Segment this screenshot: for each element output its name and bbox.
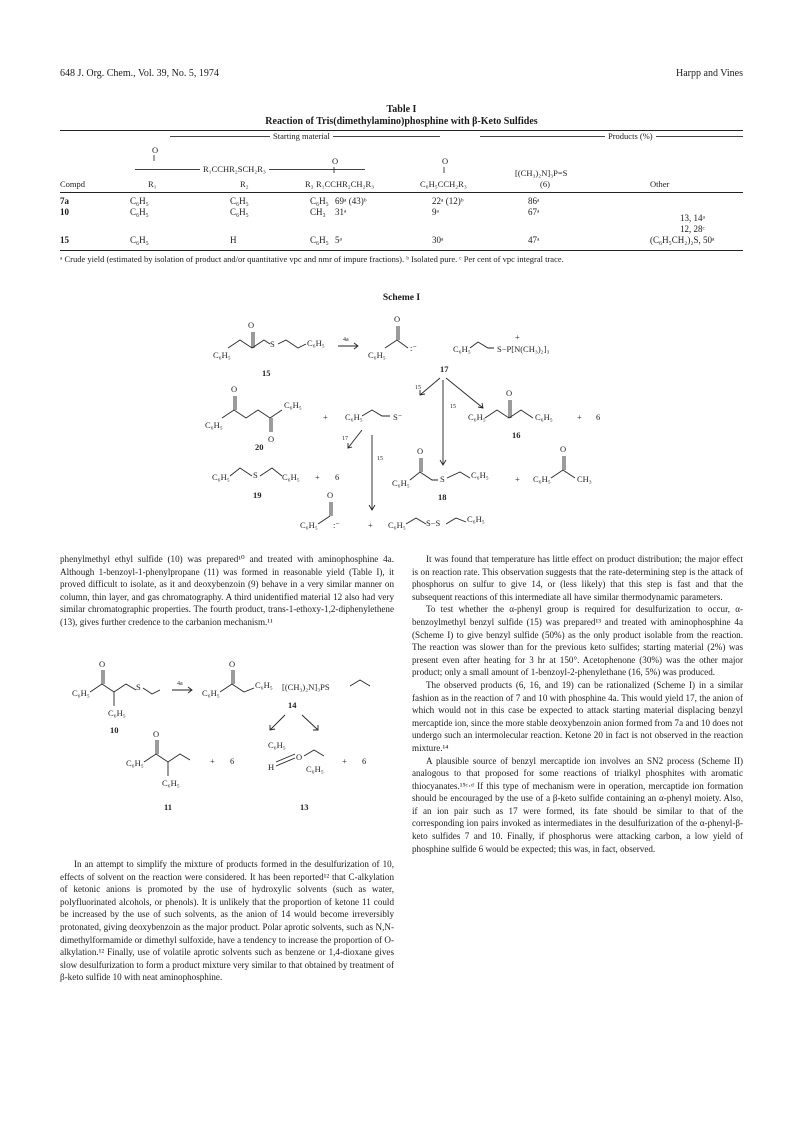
ion-14: [(CH₃)₂N]₃PS bbox=[282, 682, 330, 692]
table-cell: (C₆H₅CH₂)₂S, 50ᵃ bbox=[650, 235, 715, 245]
group-ph: C₆H₅ bbox=[126, 758, 144, 768]
col-r2: R₂ bbox=[240, 179, 249, 189]
compound-label-11: 11 bbox=[164, 802, 173, 812]
atom-o: O bbox=[248, 320, 255, 330]
compound-label-17: 17 bbox=[440, 364, 449, 374]
table-header: Starting material Products (%) O ‖ R₁CCHR₂SCH₂R₃ O ‖ O ‖ Compd R₁ R₂ R₃ R₁CCHR₂CH₂R₃ C₆H₅CCH₂R₃ [(CH₃)₂N]₃P=S (6) Other bbox=[60, 136, 743, 196]
group-ph: C₆H₅ bbox=[535, 412, 553, 422]
svg-text:S−S: S−S bbox=[426, 518, 441, 528]
group-ph: C₆H₅ bbox=[205, 420, 223, 430]
compound-label-14: 14 bbox=[288, 700, 297, 710]
paragraph: phenylmethyl ethyl sulfide (10) was prepared¹⁰ and treated with aminophosphine 4a. Although 1-benzoyl-1-phenylpropane (11) was formed in reasonable yield (Table I), it proved difficult to isolate, as it and deoxybenzoin (9) behave in a very similar manner on column, thin layer, and gas chromatography. A third unidentified material 12 also had very similar chromatographic properties. The fourth product, trans-1-ethoxy-1,2-diphenylethene (13), gives further credence to the carbanion mechanism.¹¹ bbox=[60, 554, 394, 627]
left-column-bottom bbox=[60, 858, 394, 984]
atom-h: H bbox=[268, 762, 275, 772]
table-cell: 15 bbox=[60, 235, 69, 245]
table-label: Table I bbox=[386, 104, 417, 115]
atom-s: S bbox=[253, 470, 258, 480]
group-ph: C₆H₅ bbox=[533, 474, 551, 484]
group-ph: C₆H₅ bbox=[212, 472, 230, 482]
table-title: Reaction of Tris(dimethylamino)phosphine with β-Keto Sulfides bbox=[265, 116, 538, 127]
group-starting: Starting material bbox=[270, 131, 333, 141]
table-cell: 10 bbox=[60, 207, 69, 217]
atom-o: O bbox=[417, 446, 424, 456]
group-products: Products (%) bbox=[605, 131, 656, 141]
paragraph: A plausible source of benzyl mercaptide ion involves an SN2 process (Scheme II) analogous to that proposed for some reactions of trialkyl phosphites with aromatic thiocyanates.¹⁵ᶜ·ᵈ If this type of mechanism were in operation, mercaptide ion formation should be encouraged by the use of a β-keto sulfide containing an α-phenyl moiety. Also, if an ion pair such as 17 were formed, its fate should be similar to that of the corresponding ion pairs invoked as intermediates in the desulfurization of the α-phenyl-β-keto sulfides 7 and 10. Finally, if phosphorus were attacking carbon, a low yield of phosphine sulfide 6 would be expected; this was, in fact, observed. bbox=[412, 755, 743, 854]
atom-o: O bbox=[506, 388, 513, 398]
compound-10-scheme bbox=[60, 660, 400, 840]
group-ph: C₆H₅ bbox=[282, 472, 300, 482]
atom-o: O bbox=[153, 729, 160, 739]
col-r3: R₃ bbox=[305, 179, 314, 189]
product-6: 6 bbox=[230, 756, 235, 766]
left-column-top bbox=[60, 553, 394, 629]
compound-15-structure bbox=[228, 332, 306, 348]
table-cell: H bbox=[230, 235, 237, 245]
atom-o: O bbox=[231, 384, 238, 394]
compound-label-18: 18 bbox=[438, 492, 447, 502]
table-cell: 69ᵃ (43)ᵇ bbox=[335, 196, 367, 206]
col-other: Other bbox=[650, 179, 670, 189]
table-cell: C₆H₅ bbox=[310, 196, 329, 206]
product-6: 6 bbox=[335, 472, 340, 482]
compound-label-19: 19 bbox=[253, 490, 262, 500]
arrow-label-15: 15 bbox=[377, 456, 383, 462]
atom-o: O bbox=[99, 660, 106, 669]
arrow-label-17: 17 bbox=[342, 436, 348, 442]
product-6: 6 bbox=[362, 756, 367, 766]
table-cell: 86ᵃ bbox=[528, 196, 540, 206]
table-cell: 30ᵃ bbox=[432, 235, 444, 245]
col-product3-num: (6) bbox=[540, 179, 550, 189]
table-body bbox=[60, 196, 743, 256]
product-6: 6 bbox=[596, 412, 601, 422]
table-cell: 31ᵃ bbox=[335, 207, 347, 217]
atom-o: O bbox=[229, 660, 236, 669]
plus-sign: + bbox=[342, 756, 347, 766]
arrow-label-15: 15 bbox=[415, 385, 421, 391]
group-ph: C₆H₅ bbox=[471, 470, 489, 480]
group-ph: C₆H₅ bbox=[345, 412, 363, 422]
table-cell: 47ᵃ bbox=[528, 235, 540, 245]
group-ph: C₆H₅ bbox=[72, 688, 90, 698]
plus-sign: + bbox=[323, 412, 328, 422]
group-ph: C₆H₅ bbox=[307, 338, 325, 348]
table-cell: C₆H₅ bbox=[230, 207, 249, 217]
paragraph: The observed products (6, 16, and 19) can be rationalized (Scheme I) in a similar fashion as in the reaction of 7 and 10 with phosphine 4a. This would yield 17, the anion of which would not in this case be expected to attack starting material displacing benzyl mercaptide ion, since the more stable deoxybenzoin anion formed from 7a and 10 does not undergo such an intermolecular reaction. Ketone 20 in fact is not observed in the reaction mixture.¹⁴ bbox=[412, 679, 743, 753]
arrow-label-4a: 4a bbox=[177, 681, 183, 687]
svg-text:S⁻: S⁻ bbox=[393, 412, 403, 422]
col-product2: C₆H₅CCH₂R₃ bbox=[420, 179, 467, 189]
group-ph: C₆H₅ bbox=[388, 520, 406, 530]
group-ch3: CH₃ bbox=[577, 474, 592, 484]
group-ph: C₆H₅ bbox=[268, 740, 286, 750]
table-cell: C₆H₅ bbox=[130, 196, 149, 206]
compound-label-16: 16 bbox=[512, 430, 521, 440]
col-compd: Compd bbox=[60, 179, 86, 189]
compound-label-13: 13 bbox=[300, 802, 309, 812]
atom-s: S bbox=[270, 339, 275, 349]
table-bottom-rule bbox=[60, 250, 743, 251]
svg-text:+: + bbox=[515, 332, 520, 342]
plus-sign: + bbox=[368, 520, 373, 530]
phosphonium-group: S−P[N(CH₃)₂]₃ bbox=[497, 344, 550, 354]
group-ph: C₆H₅ bbox=[368, 350, 386, 360]
struct-label: R₁CCHR₂SCH₂R₃ bbox=[200, 164, 269, 174]
group-ph: C₆H₅ bbox=[202, 688, 220, 698]
atom-s: S bbox=[136, 682, 141, 692]
journal-citation: 648 J. Org. Chem., Vol. 39, No. 5, 1974 bbox=[60, 68, 219, 79]
col-product1: R₁CCHR₂CH₂R₃ bbox=[316, 179, 375, 189]
compound-label-15: 15 bbox=[262, 368, 271, 378]
paragraph: To test whether the α-phenyl group is required for desulfurization to occur, α-benzoylmethyl benzyl sulfide (15) was prepared¹³ and treated with aminophosphine 4a (Scheme I) to give benzyl sulfide (50%) as the only product isolable from the reaction. The reaction was slower than for the previous keto sulfides; starting material (2%) was present even after heating for 3 hr at 150°. Acetophenone (30%) was the other major product; only a small amount of 1-benzoyl-2-phenylethane (16, 5%) was produced. bbox=[412, 604, 743, 678]
atom-s: S bbox=[440, 474, 445, 484]
group-ph: C₆H₅ bbox=[284, 400, 302, 410]
group-ph: C₆H₅ bbox=[213, 350, 231, 360]
table-cell: C₆H₅ bbox=[310, 235, 329, 245]
group-ph: C₆H₅ bbox=[468, 412, 486, 422]
group-ph: C₆H₅ bbox=[255, 680, 273, 690]
arrow-label-15: 15 bbox=[450, 404, 456, 410]
table-cell: C₆H₅ bbox=[130, 235, 149, 245]
arrow-label-4a: 4a bbox=[343, 337, 349, 343]
table-cell: C₆H₅ bbox=[230, 196, 249, 206]
table-cell: 13, 14ᵃ bbox=[680, 213, 705, 223]
atom-o: O bbox=[268, 434, 275, 444]
svg-text::⁻: :⁻ bbox=[333, 520, 340, 530]
plus-sign: + bbox=[210, 756, 215, 766]
group-ph: C₆H₅ bbox=[392, 478, 410, 488]
plus-sign: + bbox=[577, 412, 582, 422]
author-header: Harpp and Vines bbox=[676, 68, 743, 79]
table-cell: 12, 28ᶜ bbox=[680, 224, 705, 234]
scheme-one-diagram bbox=[0, 300, 803, 540]
group-ph: C₆H₅ bbox=[300, 520, 318, 530]
scheme-title: Scheme I bbox=[382, 293, 421, 303]
table-header-rule bbox=[60, 192, 743, 193]
table-cell: C₆H₅ bbox=[130, 207, 149, 217]
table-cell: 22ᵃ (12)ᵇ bbox=[432, 196, 464, 206]
plus-sign: + bbox=[515, 474, 520, 484]
group-ph: C₆H₅ bbox=[467, 514, 485, 524]
right-column bbox=[412, 553, 743, 855]
compound-label-10: 10 bbox=[110, 725, 119, 735]
group-ph: C₆H₅ bbox=[453, 344, 471, 354]
table-cell: 7a bbox=[60, 196, 69, 206]
group-ph: C₆H₅ bbox=[108, 708, 126, 718]
compound-label-20: 20 bbox=[255, 442, 264, 452]
paragraph: It was found that temperature has little effect on product distribution; the major effect is on reaction rate. This observation suggests that the rate-determining step is the attack of phosphorus on sulfur to give 14, or (less likely) that this step is fast and that the subsequent reactions of this intermediate all have similar thermodynamic parameters. bbox=[412, 554, 743, 602]
group-ph: C₆H₅ bbox=[162, 778, 180, 788]
group-ph: C₆H₅ bbox=[306, 764, 324, 774]
table-cell: 5ᵃ bbox=[335, 235, 342, 245]
table-cell: 9ᵃ bbox=[432, 207, 439, 217]
table-cell: 67ᵃ bbox=[528, 207, 540, 217]
col-product3: [(CH₃)₂N]₃P=S bbox=[515, 168, 568, 178]
atom-o: O bbox=[296, 752, 303, 762]
table-cell: CH₃ bbox=[310, 207, 326, 217]
paragraph: In an attempt to simplify the mixture of products formed in the desulfurization of 10, effects of solvent on the reaction were considered. It has been reported¹² that C-alkylation of ketonic anions is promoted by the use of hydroxylic solvents (such as water, polyfluorinated alcohols, or phenols). It is unlikely that the proportion of ketone 11 could be increased by the use of such solvents, as the anion of 14 would become irreversibly protonated, giving deoxybenzoin as the major product. Polar aprotic solvents, such as N,N-dimethylformamide or dimethyl sulfoxide, have a tendency to increase the proportion of O-alkylation.¹² Finally, use of volatile aprotic solvents such as benzene or 1,4-dioxane gives slow desulfurization to form a product mixture very similar to that obtained by treatment of β-keto sulfide 10 with neat aminophosphine. bbox=[60, 859, 394, 983]
atom-o: O bbox=[327, 490, 334, 500]
col-r1: R₁ bbox=[148, 179, 157, 189]
atom-o: O bbox=[394, 314, 401, 324]
plus-sign: + bbox=[315, 472, 320, 482]
svg-text::⁻: :⁻ bbox=[410, 343, 417, 353]
atom-o: O bbox=[560, 444, 567, 454]
table-footnote: ᵃ Crude yield (estimated by isolation of product and/or quantitative vpc and nmr of impure fractions). ᵇ Isolated pure. ᶜ Per cent of vpc integral trace. bbox=[60, 254, 564, 264]
